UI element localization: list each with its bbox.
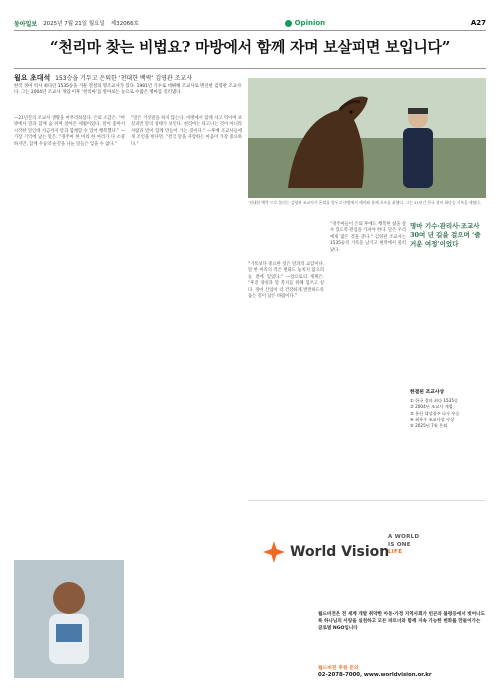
- record-title: 한결된 조교사상: [410, 390, 445, 395]
- article-column-2: [131, 116, 242, 676]
- article-column-4: [330, 222, 406, 492]
- byline-section: 월요 초대석: [14, 74, 51, 82]
- world-vision-logo: [262, 540, 389, 564]
- record-box: [410, 390, 490, 429]
- article-column-3: [248, 262, 324, 492]
- contact-label: 월드비전 후원 문의: [318, 666, 359, 671]
- headline: “천리마 찾는 비법요? 마방에서 함께 자며 보살피면 보입니다”: [49, 38, 451, 56]
- list-item: ① 한국 경마 최다 1535승: [410, 398, 459, 404]
- world-vision-star-icon: [262, 540, 286, 564]
- page-header: [14, 18, 486, 28]
- list-item: ③ 통산 대상경주 다수 우승: [410, 410, 460, 416]
- article-column-1: [14, 116, 125, 548]
- column-text: “말은 거짓말을 하지 않는다. 마방에서 함께 자고 먹이며 보살피면 말의 상태가 보인다. 천리마는 타고나는 것이 아니라 사람과 말이 함께 만들어 가는 것이다.” —후배 조교사들에게 조언을 한다면. “결국 말을 사랑하는 마음이 가장 중요하다.”: [131, 116, 242, 147]
- sponsor-contact: [318, 664, 432, 678]
- tagline-line: IS ONE: [388, 541, 411, 548]
- brand-name: World Vision: [290, 544, 390, 560]
- contact-phone[interactable]: 02-2078-7000, www.worldvision.or.kr: [318, 672, 432, 678]
- sponsor-tagline: [388, 534, 419, 557]
- lead-paragraph: 한국 경마 역사 최다인 1535승을 거둔 전설의 명조교사가 있다. 1981년 기수로 데뷔해 조교사로 변신한 김영관 조교사다. 그는 2004년 조교사 개업 이후 ‘천리마’를 알아보는 눈으로 수많은 명마를 길러냈다.: [14, 84, 242, 96]
- tagline-line: A WORLD: [388, 534, 420, 540]
- column-text: “경주마들이 은퇴 후에도 행복한 삶을 살 수 있도록 관심을 가져야 한다. 말은 우리에게 많은 것을 준다.” 김영관 조교사는 1535승의 기록을 남기고 현역에서 물러났다.: [330, 222, 406, 253]
- photo-caption: ‘천대한 백락’으로 불리는 김영관 조교사가 은퇴를 앞두고 마방에서 애마와 함께 포즈를 취했다. 그는 21년간 한국 경마 최다승 기록을 세웠다.: [248, 200, 482, 205]
- child-illustration: [14, 560, 124, 678]
- list-item: ② 2004년 조교사 개업: [410, 404, 453, 410]
- sponsor-description: 월드비전은 전 세계 개발 취약한 아동·가정 지역사회가 빈곤과 불평등에서 벗어나도록 하나님의 사랑을 실천하고 모든 파트너와 함께 지속 가능한 변화를 만들어가는 글로벌 NGO입니다: [318, 612, 486, 631]
- section-dot-icon: [285, 20, 292, 27]
- record-list: [410, 398, 490, 429]
- issue-number: 제32066호: [110, 21, 139, 27]
- section-label: [285, 19, 326, 27]
- headline-divider: [14, 68, 486, 69]
- horse-illustration: [248, 78, 486, 198]
- byline: [14, 73, 192, 83]
- column-text: —21년간의 조교사 생활을 마무리하셨다. 은퇴 소감은. “마방에서 말과 함께 숨 쉬며 살아온 세월이었다. 말이 좋아서 시작한 일인데 지금까지 말과 함께할 수 있어 행복했다.” —가장 기억에 남는 말은. “경주마 한 마리 한 마리가 다 소중하지만, 함께 우승의 순간을 나눈 말들은 잊을 수 없다.”: [14, 116, 125, 147]
- horse-photo: [248, 78, 486, 198]
- column-text: “기록보다 중요한 것은 말과의 교감이다. 말 한 마리의 작은 변화도 놓치지 않으려 늘 곁에 있었다.” —앞으로의 계획은. “후진 양성과 말 복지를 위해 힘쓰고 싶다. 경마 산업이 더 건강하게 발전하도록 돕는 것이 남은 바람이다.”: [248, 262, 324, 300]
- child-photo: [14, 560, 124, 678]
- pull-quote: 명마 기수·관리사·조교사 30여 년 길을 걸으며 ‘즐거운 여정’이었다: [410, 222, 481, 248]
- header-divider: [14, 30, 486, 31]
- page-number: A27: [470, 19, 486, 27]
- list-item: ④ 최우수 조교사상 수상: [410, 416, 455, 422]
- section-name: Opinion: [294, 19, 326, 27]
- newspaper-logo: 동아일보: [14, 20, 38, 28]
- list-item: ⑤ 2025년 7월 은퇴: [410, 423, 448, 429]
- byline-desc: 153승을 기두고 은퇴한 ‘천대한 백락’ 김영관 조교사: [55, 75, 193, 82]
- tagline-line: LIFE: [388, 549, 403, 555]
- issue-date: 2025년 7월 21일 월요일: [43, 21, 105, 27]
- sponsor-ad: [248, 500, 486, 681]
